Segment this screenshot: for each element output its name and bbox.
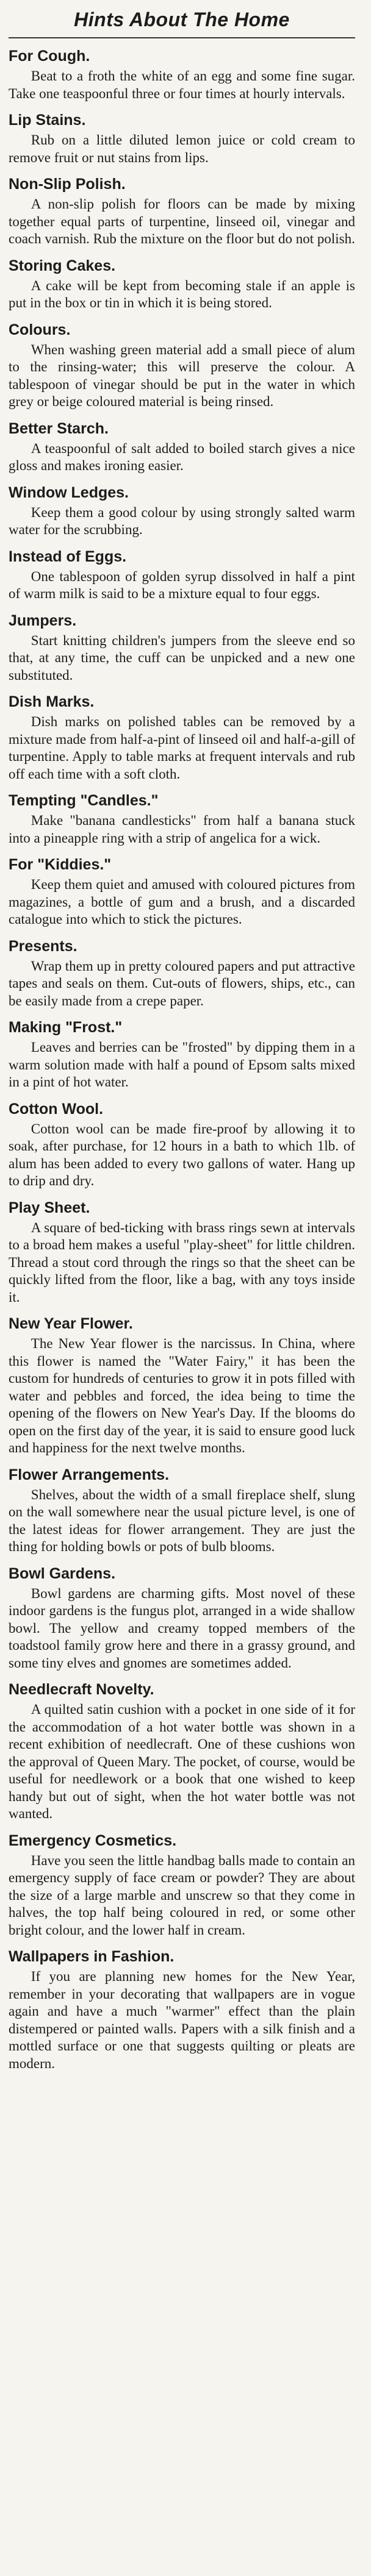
hint-section xyxy=(9,855,355,929)
hint-text: Bowl gardens are charming gifts. Most novel of these indoor gardens is the fungus plot, arranged in a wide shallow bowl. The yellow and creamy topped members of the toadstool family grow here and there in a grassy ground, and some tiny elves and gnomes are sometimes added. xyxy=(9,1585,355,1671)
hint-heading: Presents. xyxy=(9,937,77,955)
hint-text: Keep them a good colour by using strongly salted warm water for the scrubbing. xyxy=(9,504,355,537)
hint-text: Dish marks on polished tables can be removed by a mixture made from half-a-pint of linseed oil and half-a-gill of turpentine. Apply to table marks at frequent intervals and rub off each time with a soft cloth. xyxy=(9,714,355,782)
hint-text: Leaves and berries can be "frosted" by dipping them in a warm solution made with half a pound of Epsom salts mixed in a pint of hot water. xyxy=(9,1040,355,1090)
hint-heading: For Cough. xyxy=(9,48,90,65)
hint-section xyxy=(9,1315,355,1457)
hint-text: Shelves, about the width of a small fireplace shelf, slung on the wall somewhere near the usual picture level, is one of the latest ideas for flower arrangement. They are just the thing for holding bowls or pots of bulb blooms. xyxy=(9,1486,355,1554)
hint-section xyxy=(9,1199,355,1307)
hint-section xyxy=(9,791,355,847)
hint-section xyxy=(9,47,355,102)
hint-text: A non-slip polish for floors can be made by mixing together equal parts of turpentine, linseed oil, vinegar and coach varnish. Rub the mixture on the floor but do not polish. xyxy=(9,196,355,246)
hint-section xyxy=(9,321,355,411)
hint-text: One tablespoon of golden syrup dissolved in half a pint of warm milk is said to be a mixture equal to four eggs. xyxy=(9,568,355,601)
hint-text: Rub on a little diluted lemon juice or cold cream to remove fruit or nut stains from lips. xyxy=(9,132,355,165)
hint-heading: New Year Flower. xyxy=(9,1315,133,1332)
hint-text: When washing green material add a small piece of alum to the rinsing-water; this will preserve the colour. A tablespoon of vinegar should be put in the water in which grey or beige coloured material is being rinsed. xyxy=(9,341,355,409)
hint-text: A cake will be kept from becoming stale if an apple is put in the box or tin in which it is being stored. xyxy=(9,277,355,310)
hint-section xyxy=(9,111,355,166)
hint-text: Beat to a froth the white of an egg and some fine sugar. Take one teaspoonful three or four times at hourly intervals. xyxy=(9,68,355,101)
hint-section xyxy=(9,1100,355,1190)
hint-heading: Bowl Gardens. xyxy=(9,1565,116,1582)
hint-heading: Tempting "Candles." xyxy=(9,792,159,809)
hint-heading: Wallpapers in Fashion. xyxy=(9,1948,175,1965)
hint-heading: For "Kiddies." xyxy=(9,856,112,873)
hint-heading: Cotton Wool. xyxy=(9,1100,104,1118)
hint-heading: Making "Frost." xyxy=(9,1019,123,1036)
hint-section xyxy=(9,612,355,685)
hint-text: The New Year flower is the narcissus. In China, where this flower is named the "Water Fairy," it has been the custom for hundreds of centuries to grow it in pots filled with water and pebbles and forced, the idea being to time the opening of the flowers on New Year's Day. If the blooms do open on the first day of the year, it is said to ensure good luck and happiness for the next twelve months. xyxy=(9,1336,355,1455)
hint-heading: Better Starch. xyxy=(9,419,109,437)
hint-heading: Colours. xyxy=(9,321,71,338)
hint-heading: Non-Slip Polish. xyxy=(9,176,126,193)
hint-heading: Jumpers. xyxy=(9,612,77,629)
hint-heading: Flower Arrangements. xyxy=(9,1466,170,1483)
article-body xyxy=(9,47,355,2072)
hint-text: Start knitting children's jumpers from the sleeve end so that, at any time, the cuff can be unpicked and a new one substituted. xyxy=(9,632,355,683)
page-title: Hints About The Home xyxy=(9,9,355,38)
hint-section xyxy=(9,175,355,248)
hint-section xyxy=(9,483,355,539)
hint-heading: Dish Marks. xyxy=(9,693,95,710)
hint-section xyxy=(9,1565,355,1672)
hint-section xyxy=(9,1466,355,1556)
hint-section xyxy=(9,1680,355,1823)
hint-heading: Window Ledges. xyxy=(9,483,129,501)
hint-text: A teaspoonful of salt added to boiled starch gives a nice gloss and makes ironing easier. xyxy=(9,440,355,473)
hint-heading: Needlecraft Novelty. xyxy=(9,1681,154,1698)
hint-section xyxy=(9,693,355,783)
hint-heading: Emergency Cosmetics. xyxy=(9,1832,177,1849)
hint-section xyxy=(9,548,355,603)
hint-heading: Lip Stains. xyxy=(9,112,86,129)
hint-text: Make "banana candlesticks" from half a banana stuck into a pineapple ring with a strip of angelica for a wick. xyxy=(9,813,355,846)
hint-section xyxy=(9,937,355,1010)
hint-heading: Play Sheet. xyxy=(9,1199,90,1216)
hint-section xyxy=(9,419,355,475)
hint-text: A quilted satin cushion with a pocket in one side of it for the accommodation of a hot water bottle was shown in a recent exhibition of needlecraft. One of these cushions won the approval of Queen Mary. The pocket, of course, would be useful for needlework or a book that one wished to keep handy but out of sight, when the hot water bottle was not wanted. xyxy=(9,1702,355,1821)
hint-section xyxy=(9,1947,355,2072)
hint-heading: Storing Cakes. xyxy=(9,257,116,274)
hint-section xyxy=(9,1018,355,1091)
hint-text: Wrap them up in pretty coloured papers and put attractive tapes and seals on them. Cut-outs of flowers, ships, etc., can be easily made from a crepe paper. xyxy=(9,958,355,1008)
hint-text: Keep them quiet and amused with coloured pictures from magazines, a bottle of gum and a brush, and a discarded catalogue into which to stick the pictures. xyxy=(9,877,355,927)
hint-text: Cotton wool can be made fire-proof by allowing it to soak, after purchase, for 12 hours in a bath to which 1lb. of alum has been added to every two gallons of water. Hang up to drip and dry. xyxy=(9,1121,355,1188)
hint-section xyxy=(9,1832,355,1939)
hint-text: If you are planning new homes for the New Year, remember in your decorating that wallpapers are in vogue again and have a much "warmer" effect than the plain distempered or painted walls. Papers with a silk finish and a mottled surface or one that suggests quilting or pleats are modern. xyxy=(9,1969,355,2071)
hint-text: Have you seen the little handbag balls made to contain an emergency supply of face cream or powder? They are about the size of a large marble and unscrew so that they come in halves, the top half being coloured in red, or some other bright colour, and the lower half in cream. xyxy=(9,1852,355,1938)
hint-heading: Instead of Eggs. xyxy=(9,548,127,565)
hint-section xyxy=(9,257,355,312)
hint-text: A square of bed-ticking with brass rings sewn at intervals to a broad hem makes a useful "play-sheet" for little children. Thread a stout cord through the rings so that the sheet can be quickly lifted from the floor, like a bag, with any toys inside it. xyxy=(9,1219,355,1305)
